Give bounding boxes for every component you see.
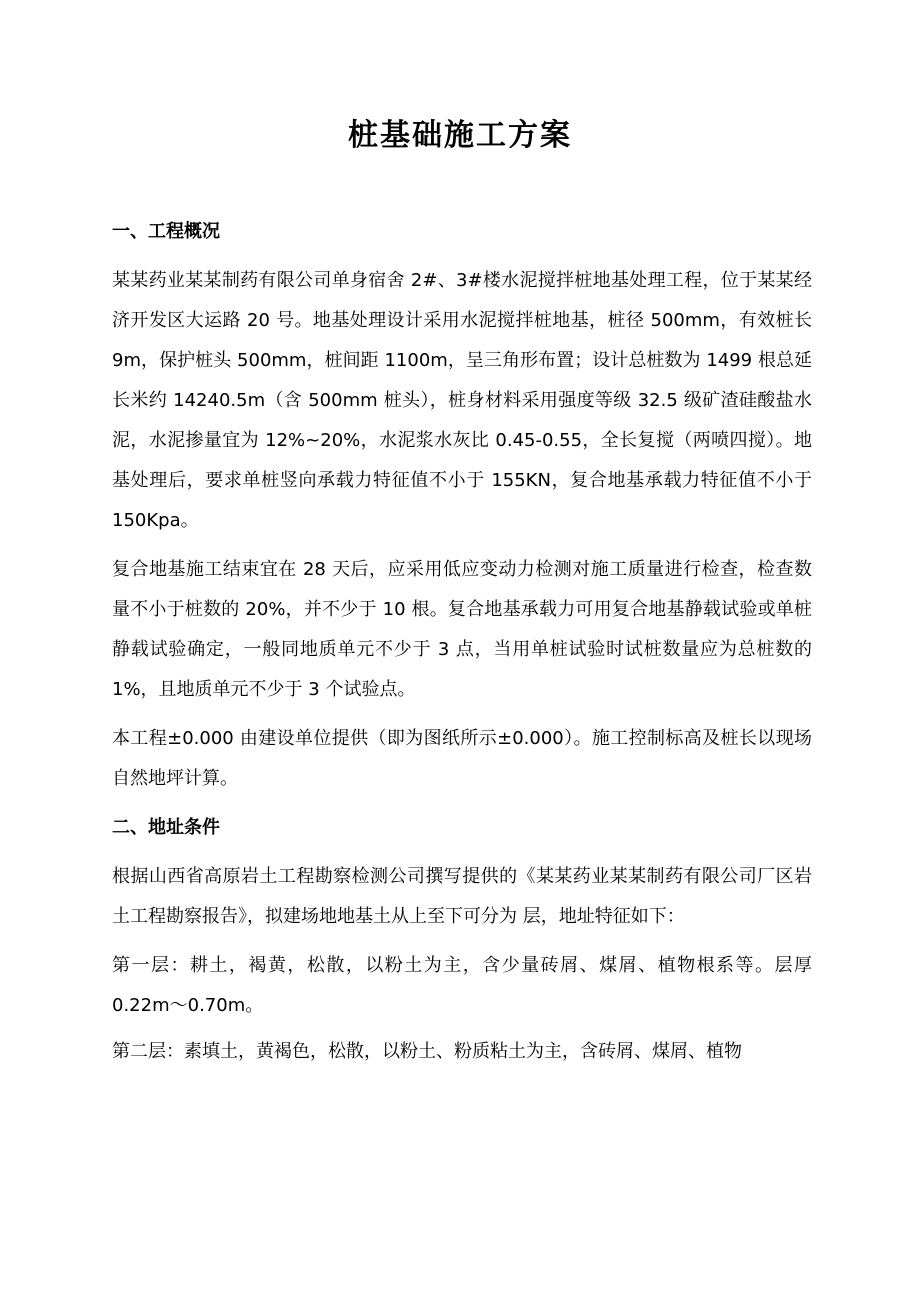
section-overview xyxy=(112,212,812,799)
paragraph: 第一层：耕土，褐黄，松散，以粉土为主，含少量砖屑、煤屑、植物根系等。层厚 0.22m～0.70m。 xyxy=(112,955,812,1016)
document-body xyxy=(112,212,812,1081)
paragraph: 第二层：素填土，黄褐色，松散，以粉土、粉质粘土为主，含砖屑、煤屑、植物 xyxy=(112,1041,742,1062)
paragraph: 复合地基施工结束宜在 28 天后，应采用低应变动力检测对施工质量进行检查，检查数量不小于桩数的 20%，并不少于 10 根。复合地基承载力可用复合地基静载试验或单桩静载试验确定，一般同地质单元不少于 3 点，当用单桩试验时试桩数量应为总桩数的 1%，且地质单元不少于 3 个试验点。 xyxy=(112,559,812,700)
document-title: 桩基础施工方案 xyxy=(348,118,572,153)
section-geology xyxy=(112,808,812,1072)
paragraph: 某某药业某某制药有限公司单身宿舍 2#、3#楼水泥搅拌桩地基处理工程，位于某某经济开发区大运路 20 号。地基处理设计采用水泥搅拌桩地基，桩径 500mm，有效桩长 9m，保护桩头 500mm，桩间距 1100m，呈三角形布置；设计总桩数为 1499 根总延长米约 14240.5m（含 500mm 桩头），桩身材料采用强度等级 32.5 级矿渣硅酸盐水泥，水泥掺量宜为 12%~20%，水泥浆水灰比 0.45-0.55，全长复搅（两喷四搅）。地基处理后，要求单桩竖向承载力特征值不小于 155KN，复合地基承载力特征值不小于 150Kpa。 xyxy=(112,270,812,531)
paragraph: 根据山西省高原岩土工程勘察检测公司撰写提供的《某某药业某某制药有限公司厂区岩土工程勘察报告》，拟建场地地基土从上至下可分为 层，地址特征如下： xyxy=(112,866,812,927)
paragraph: 本工程±0.000 由建设单位提供（即为图纸所示±0.000）。施工控制标高及桩长以现场自然地坪计算。 xyxy=(112,728,812,789)
section-heading: 二、地址条件 xyxy=(112,817,220,838)
section-heading: 一、工程概况 xyxy=(112,221,220,242)
